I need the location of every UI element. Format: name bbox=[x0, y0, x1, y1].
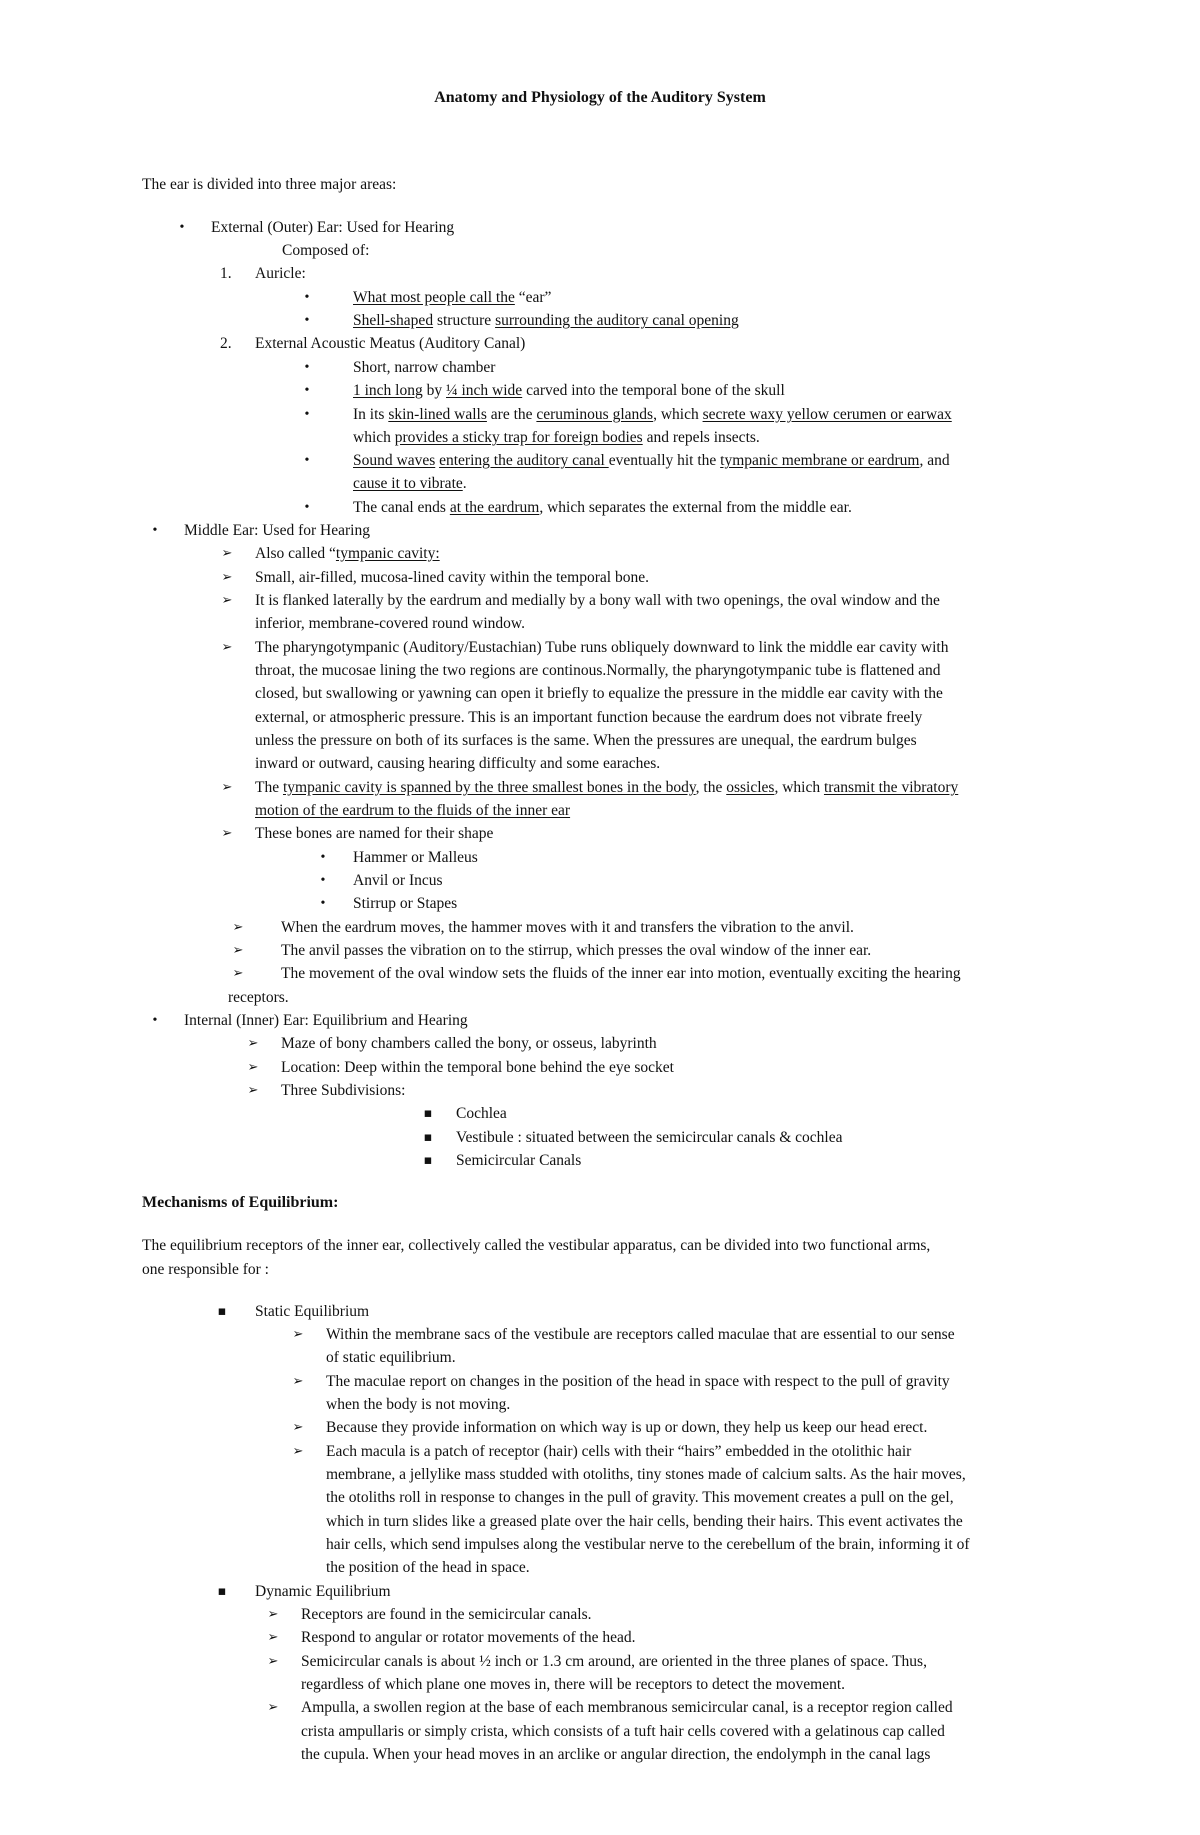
bullet-icon bbox=[315, 848, 331, 868]
bullet-icon bbox=[299, 498, 315, 518]
middle-point-1: Also called “tympanic cavity: bbox=[255, 545, 440, 562]
square-bullet-icon bbox=[420, 1151, 436, 1171]
static-point-1-line-1: Within the membrane sacs of the vestibule are receptors called maculae that are essential to our sense bbox=[326, 1326, 955, 1343]
bullet-icon bbox=[315, 894, 331, 914]
subdivision-item: Semicircular Canals bbox=[456, 1152, 582, 1169]
middle-point-6: These bones are named for their shape bbox=[255, 825, 494, 842]
middle-point-9-line-1: The movement of the oval window sets the fluids of the inner ear into motion, eventually exciting the hearing bbox=[281, 965, 961, 982]
static-point-4-line-4: which in turn slides like a greased plate over the hair cells, bending their hairs. This event activates the bbox=[326, 1513, 963, 1530]
section-heading: Mechanisms of Equilibrium: bbox=[142, 1194, 339, 1211]
internal-point-2: Location: Deep within the temporal bone behind the eye socket bbox=[281, 1059, 674, 1076]
document-title: Anatomy and Physiology of the Auditory System bbox=[434, 89, 766, 106]
subdivision-item: Vestibule : situated between the semicircular canals & cochlea bbox=[456, 1129, 843, 1146]
square-bullet-icon bbox=[420, 1128, 436, 1148]
bullet-icon bbox=[299, 405, 315, 425]
bullet-icon bbox=[299, 381, 315, 401]
arrow-bullet-icon bbox=[265, 1605, 281, 1625]
square-bullet-icon bbox=[214, 1582, 230, 1602]
composed-of-label: Composed of: bbox=[282, 242, 370, 259]
static-point-4-line-1: Each macula is a patch of receptor (hair) cells with their “hairs” embedded in the otolithic hair bbox=[326, 1443, 912, 1460]
arrow-bullet-icon bbox=[219, 824, 235, 844]
arrow-bullet-icon bbox=[230, 918, 246, 938]
meatus-label: External Acoustic Meatus (Auditory Canal) bbox=[255, 335, 526, 352]
middle-ear-label: Middle Ear: Used for Hearing bbox=[184, 522, 370, 539]
list-number: 1. bbox=[220, 265, 232, 282]
middle-point-4-line-2: throat, the mucosae lining the two regions are continous.Normally, the pharyngotympanic tube is flattened and bbox=[255, 662, 941, 679]
static-point-4-line-3: the otoliths roll in response to changes in the pull of gravity. This movement creates a pull on the gel, bbox=[326, 1489, 954, 1506]
dynamic-point-4-line-2: crista ampullaris or simply crista, which consists of a tuft hair cells covered with a gelatinous cap called bbox=[301, 1723, 945, 1740]
middle-point-4-line-5: unless the pressure on both of its surfaces is the same. When the pressures are unequal, the eardrum bulges bbox=[255, 732, 917, 749]
static-point-2-line-2: when the body is not moving. bbox=[326, 1396, 511, 1413]
arrow-bullet-icon bbox=[219, 591, 235, 611]
middle-point-9-line-2: receptors. bbox=[228, 989, 289, 1006]
meatus-point-4-line-2: cause it to vibrate. bbox=[353, 475, 467, 492]
bullet-icon bbox=[174, 218, 190, 238]
static-point-4-line-5: hair cells, which send impulses along the vestibular nerve to the cerebellum of the brain, informing it of bbox=[326, 1536, 970, 1553]
auricle-point-1: What most people call the “ear” bbox=[353, 289, 552, 306]
arrow-bullet-icon bbox=[219, 778, 235, 798]
bullet-icon bbox=[147, 1011, 163, 1031]
middle-point-5-line-2: motion of the eardrum to the fluids of the inner ear bbox=[255, 802, 571, 819]
middle-point-8: The anvil passes the vibration on to the stirrup, which presses the oval window of the inner ear. bbox=[281, 942, 872, 959]
dynamic-equilibrium-label: Dynamic Equilibrium bbox=[255, 1583, 391, 1600]
internal-ear-label: Internal (Inner) Ear: Equilibrium and Hearing bbox=[184, 1012, 468, 1029]
middle-point-4-line-4: external, or atmospheric pressure. This is an important function because the eardrum does not vibrate freely bbox=[255, 709, 923, 726]
bone-item: Anvil or Incus bbox=[353, 872, 443, 889]
arrow-bullet-icon bbox=[230, 941, 246, 961]
static-point-3: Because they provide information on which way is up or down, they help us keep our head erect. bbox=[326, 1419, 928, 1436]
square-bullet-icon bbox=[214, 1302, 230, 1322]
dynamic-point-1: Receptors are found in the semicircular canals. bbox=[301, 1606, 592, 1623]
middle-point-3-line-1: It is flanked laterally by the eardrum and medially by a bony wall with two openings, the oval window and the bbox=[255, 592, 940, 609]
meatus-point-3-line-1: In its skin-lined walls are the ceruminous glands, which secrete waxy yellow cerumen or earwax bbox=[353, 406, 952, 423]
arrow-bullet-icon bbox=[290, 1372, 306, 1392]
middle-point-7: When the eardrum moves, the hammer moves with it and transfers the vibration to the anvil. bbox=[281, 919, 854, 936]
auricle-label: Auricle: bbox=[255, 265, 306, 282]
middle-point-4-line-1: The pharyngotympanic (Auditory/Eustachian) Tube runs obliquely downward to link the middle ear cavity with bbox=[255, 639, 949, 656]
meatus-point-4-line-1: Sound waves entering the auditory canal eventually hit the tympanic membrane or eardrum, and bbox=[353, 452, 950, 469]
arrow-bullet-icon bbox=[265, 1628, 281, 1648]
bullet-icon bbox=[147, 521, 163, 541]
arrow-bullet-icon bbox=[219, 544, 235, 564]
middle-point-4-line-6: inward or outward, causing hearing difficulty and some earaches. bbox=[255, 755, 661, 772]
mech-intro-line-2: one responsible for : bbox=[142, 1261, 269, 1278]
arrow-bullet-icon bbox=[265, 1698, 281, 1718]
static-point-4-line-6: the position of the head in space. bbox=[326, 1559, 530, 1576]
bone-item: Hammer or Malleus bbox=[353, 849, 478, 866]
auricle-point-2: Shell-shaped structure surrounding the auditory canal opening bbox=[353, 312, 739, 329]
arrow-bullet-icon bbox=[245, 1034, 261, 1054]
mech-intro-line-1: The equilibrium receptors of the inner ear, collectively called the vestibular apparatus, can be divided into two functional arms, bbox=[142, 1237, 931, 1254]
dynamic-point-3-line-1: Semicircular canals is about ½ inch or 1.3 cm around, are oriented in the three planes of space. Thus, bbox=[301, 1653, 927, 1670]
middle-point-4-line-3: closed, but swallowing or yawning can open it briefly to equalize the pressure in the middle ear cavity with the bbox=[255, 685, 943, 702]
subdivision-item: Cochlea bbox=[456, 1105, 507, 1122]
bullet-icon bbox=[299, 358, 315, 378]
arrow-bullet-icon bbox=[219, 568, 235, 588]
meatus-point-5: The canal ends at the eardrum, which separates the external from the middle ear. bbox=[353, 499, 852, 516]
internal-point-3: Three Subdivisions: bbox=[281, 1082, 406, 1099]
middle-point-2: Small, air-filled, mucosa-lined cavity within the temporal bone. bbox=[255, 569, 649, 586]
static-point-1-line-2: of static equilibrium. bbox=[326, 1349, 456, 1366]
intro-text: The ear is divided into three major areas: bbox=[142, 176, 397, 193]
bullet-icon bbox=[315, 871, 331, 891]
arrow-bullet-icon bbox=[245, 1081, 261, 1101]
bullet-icon bbox=[299, 288, 315, 308]
meatus-point-1: Short, narrow chamber bbox=[353, 359, 496, 376]
middle-point-5-line-1: The tympanic cavity is spanned by the three smallest bones in the body, the ossicles, which transmit the vibratory bbox=[255, 779, 959, 796]
list-number: 2. bbox=[220, 335, 232, 352]
middle-point-3-line-2: inferior, membrane-covered round window. bbox=[255, 615, 525, 632]
external-ear-label: External (Outer) Ear: Used for Hearing bbox=[211, 219, 455, 236]
bullet-icon bbox=[299, 311, 315, 331]
bullet-icon bbox=[299, 451, 315, 471]
arrow-bullet-icon bbox=[219, 638, 235, 658]
arrow-bullet-icon bbox=[290, 1325, 306, 1345]
dynamic-point-4-line-3: the cupula. When your head moves in an arclike or angular direction, the endolymph in the canal lags bbox=[301, 1746, 931, 1763]
static-equilibrium-label: Static Equilibrium bbox=[255, 1303, 370, 1320]
square-bullet-icon bbox=[420, 1104, 436, 1124]
static-point-4-line-2: membrane, a jellylike mass studded with otoliths, tiny stones made of calcium salts. As the hair moves, bbox=[326, 1466, 966, 1483]
internal-point-1: Maze of bony chambers called the bony, or osseus, labyrinth bbox=[281, 1035, 657, 1052]
arrow-bullet-icon bbox=[230, 964, 246, 984]
dynamic-point-2: Respond to angular or rotator movements of the head. bbox=[301, 1629, 636, 1646]
bone-item: Stirrup or Stapes bbox=[353, 895, 458, 912]
arrow-bullet-icon bbox=[290, 1442, 306, 1462]
arrow-bullet-icon bbox=[265, 1652, 281, 1672]
arrow-bullet-icon bbox=[290, 1418, 306, 1438]
static-point-2-line-1: The maculae report on changes in the position of the head in space with respect to the pull of gravity bbox=[326, 1373, 950, 1390]
dynamic-point-3-line-2: regardless of which plane one moves in, there will be receptors to detect the movement. bbox=[301, 1676, 846, 1693]
meatus-point-3-line-2: which provides a sticky trap for foreign bodies and repels insects. bbox=[353, 429, 760, 446]
dynamic-point-4-line-1: Ampulla, a swollen region at the base of each membranous semicircular canal, is a receptor region called bbox=[301, 1699, 953, 1716]
meatus-point-2: 1 inch long by ¼ inch wide carved into the temporal bone of the skull bbox=[353, 382, 785, 399]
arrow-bullet-icon bbox=[245, 1058, 261, 1078]
